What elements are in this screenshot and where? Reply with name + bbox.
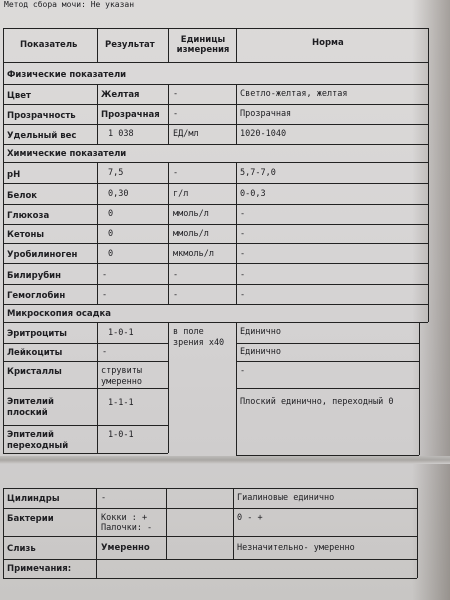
col-header-indicator: Показатель: [20, 40, 78, 50]
col-header-result: Результат: [105, 40, 155, 50]
section-microscopy: Микроскопия осадка: [7, 309, 111, 319]
row-norm: Единично: [240, 327, 281, 337]
row-result: 0: [108, 209, 114, 219]
row-norm: 5,7-7,0: [240, 168, 276, 178]
row-norm: 1020-1040: [240, 129, 287, 139]
col-header-norm: Норма: [312, 38, 344, 48]
row-norm: -: [240, 209, 246, 219]
row-norm: 0 - +: [237, 513, 263, 523]
row-result: 1-1-1: [108, 398, 134, 408]
row-norm: Гиалиновые единично: [237, 493, 335, 503]
row-name: pH: [7, 170, 21, 180]
row-units: ЕД/мл: [173, 129, 199, 139]
row-norm: Светло-желтая, желтая: [240, 89, 348, 99]
row-name: Кристаллы: [7, 367, 62, 377]
row-result: Прозрачная: [101, 110, 160, 120]
row-result-line1: Кокки : +: [101, 513, 148, 523]
row-units: -: [173, 109, 179, 119]
row-name: Бактерии: [7, 514, 54, 524]
row-name: Эритроциты: [7, 329, 67, 339]
section-chemical: Химические показатели: [7, 149, 127, 159]
row-name: Цвет: [7, 91, 31, 101]
row-name: Лейкоциты: [7, 348, 63, 358]
row-units: -: [173, 168, 179, 178]
row-result: 1-0-1: [108, 430, 134, 440]
row-units: ммоль/л: [173, 229, 209, 239]
row-name: Эпителий переходный: [7, 430, 69, 451]
row-norm: -: [240, 290, 246, 300]
row-norm: -: [240, 249, 246, 259]
row-norm: -: [240, 229, 246, 239]
row-norm: -: [240, 270, 246, 280]
row-name: Цилиндры: [7, 494, 60, 504]
row-result: 0,30: [108, 189, 129, 199]
row-name: Эпителий плоский: [7, 397, 54, 418]
collection-method: [4, 0, 134, 10]
row-norm: -: [240, 366, 246, 376]
row-result: 0: [108, 229, 114, 239]
row-name: Глюкоза: [7, 211, 50, 221]
row-norm: Плоский единично, переходный 0: [240, 397, 394, 407]
row-units: ммоль/л: [173, 209, 209, 219]
row-units: -: [173, 89, 179, 99]
row-name: Кетоны: [7, 230, 45, 240]
col-header-units: Единицы измерения: [176, 35, 230, 55]
row-units: мкмоль/л: [173, 249, 214, 259]
collection-method-value: Не указан: [90, 0, 135, 9]
row-name: Удельный вес: [7, 131, 77, 141]
row-name: Прозрачность: [7, 111, 76, 121]
collection-method-label: Метод сбора мочи:: [4, 0, 86, 9]
row-norm: Незначительно- умеренно: [237, 543, 355, 553]
row-result: -: [102, 270, 108, 280]
row-result: -: [102, 347, 108, 357]
page-edge: [0, 456, 450, 464]
row-norm: Единично: [240, 347, 281, 357]
microscopy-units: в поле зрения х40: [173, 327, 225, 348]
row-name: Уробилиноген: [7, 250, 78, 260]
row-result: Желтая: [101, 90, 140, 100]
notes-label: Примечания:: [7, 564, 72, 574]
row-result: -: [101, 493, 107, 503]
row-units: г/л: [173, 189, 189, 199]
row-result: струвиты умеренно: [101, 366, 142, 387]
row-result: 1-0-1: [108, 328, 134, 338]
row-name: Белок: [7, 191, 38, 201]
row-result: Умеренно: [101, 543, 150, 553]
section-physical: Физические показатели: [7, 70, 127, 80]
row-units: -: [173, 290, 179, 300]
row-result: -: [102, 290, 108, 300]
row-result-line2: Палочки: -: [101, 523, 153, 533]
row-result: 0: [108, 249, 114, 259]
row-result: 7,5: [108, 168, 124, 178]
row-result: 1 038: [108, 129, 134, 139]
row-name: Слизь: [7, 544, 36, 554]
row-name: Билирубин: [7, 271, 62, 281]
row-norm: Прозрачная: [240, 109, 292, 119]
row-name: Гемоглобин: [7, 291, 66, 301]
row-units: -: [173, 270, 179, 280]
row-norm: 0-0,3: [240, 189, 266, 199]
